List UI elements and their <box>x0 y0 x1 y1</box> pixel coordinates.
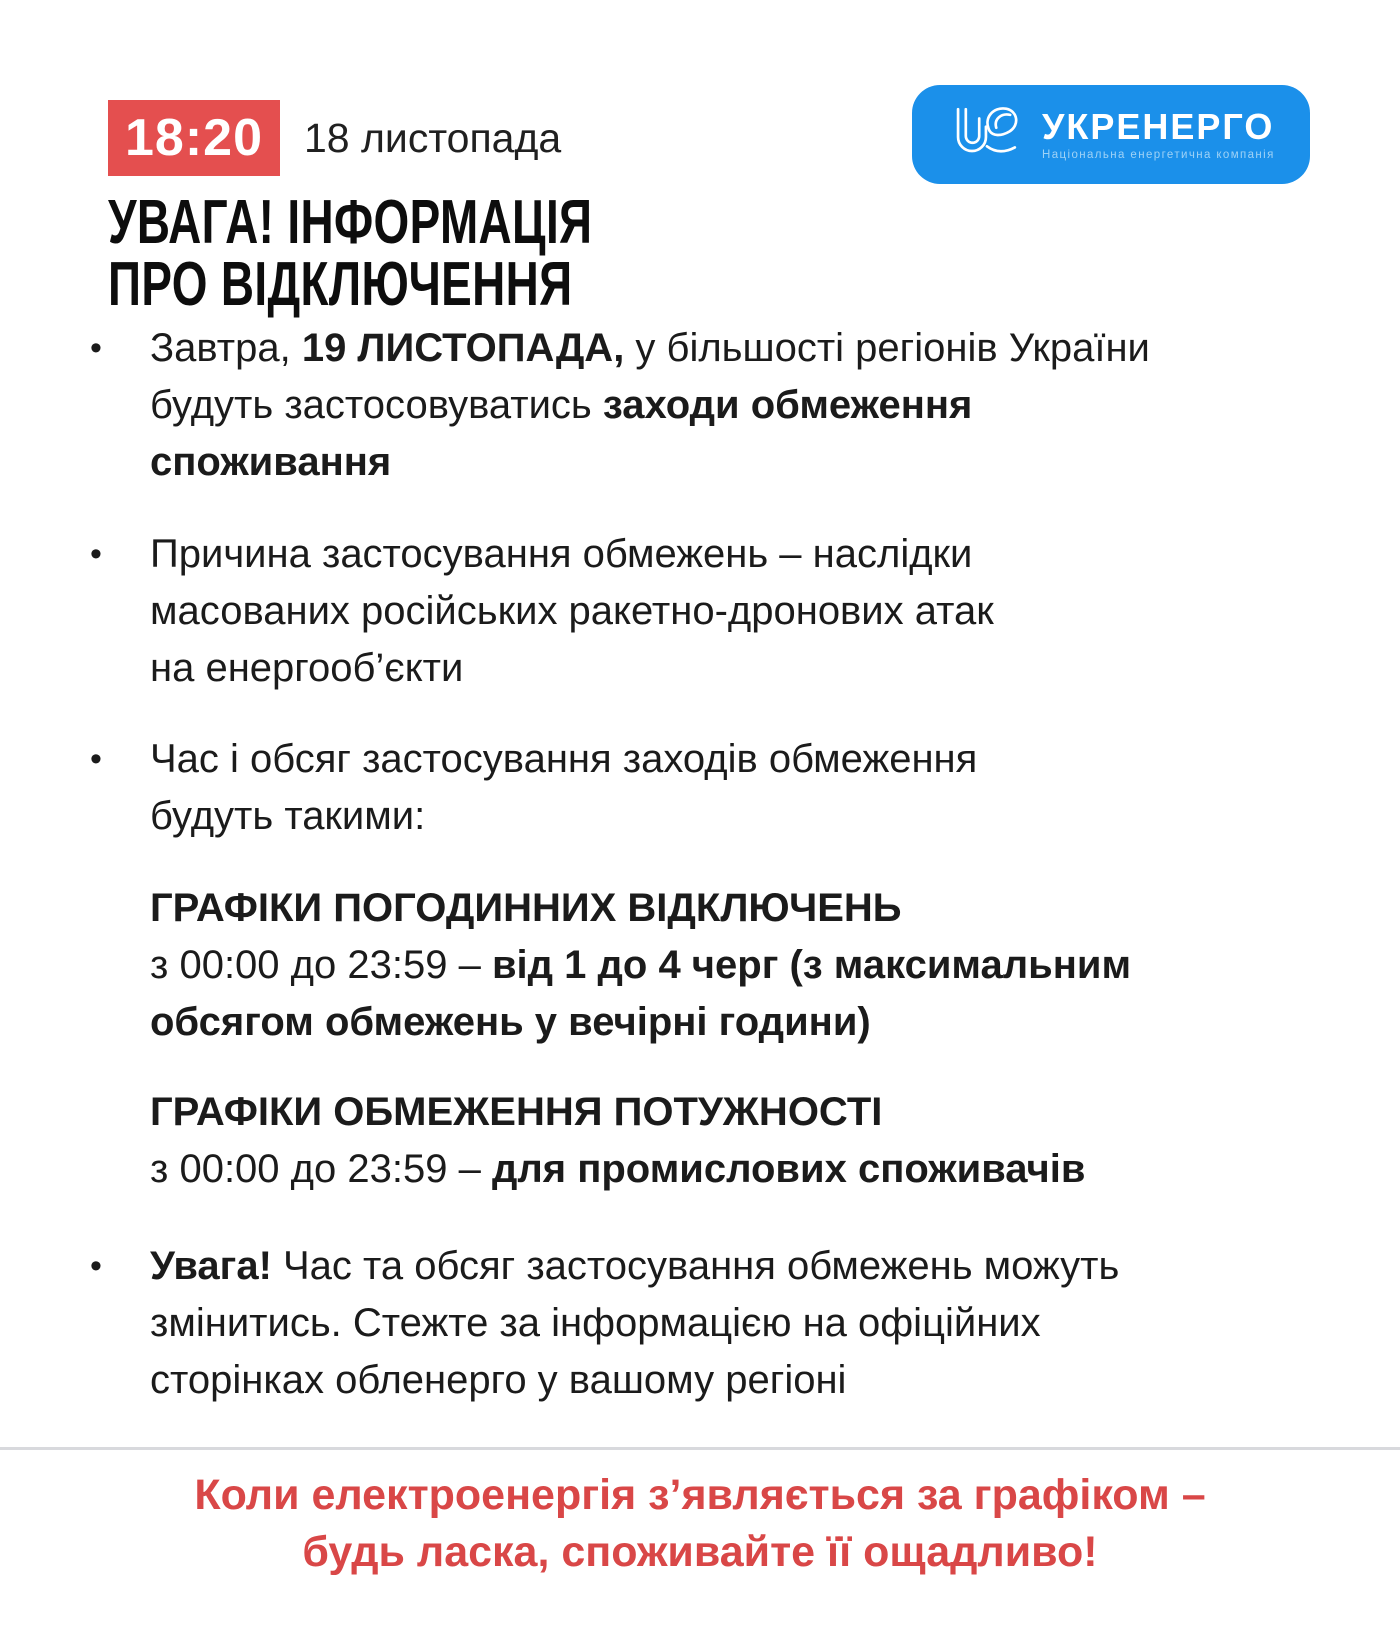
bullet-item-scope <box>90 731 977 845</box>
page-title <box>108 188 593 319</box>
time-date-group <box>108 100 561 176</box>
schedule-text: ГРАФІКИ ОБМЕЖЕННЯ ПОТУЖНОСТІ з 00:00 до 23:59 – для промислових споживачів <box>150 1090 1086 1191</box>
bullet-dot: • <box>90 535 102 573</box>
page-title-line1: УВАГА! ІНФОРМАЦІЯ <box>108 188 593 257</box>
bullet-dot: • <box>90 1247 102 1285</box>
bullet-text: Причина застосування обмежень – наслідки масованих російських ракетно-дронових атак на енергооб’єкти <box>150 532 994 690</box>
bullet-dot: • <box>90 329 102 367</box>
ukrenergo-logo <box>912 85 1310 184</box>
bullet-dot: • <box>90 740 102 778</box>
time-badge <box>108 100 280 176</box>
time-badge-text: 18:20 <box>125 109 263 167</box>
bullet-text: Завтра, 19 ЛИСТОПАДА, у більшості регіонів України будуть застосовуватись заходи обмеження споживання <box>150 326 1150 484</box>
divider-line <box>0 1447 1400 1450</box>
schedule-capacity-limits <box>150 1084 1085 1198</box>
page-title-line2: ПРО ВІДКЛЮЧЕННЯ <box>108 250 573 319</box>
footer-note <box>0 1467 1400 1581</box>
bullet-text: Увага! Час та обсяг застосування обмежень можуть змінитись. Стежте за інформацією на офіційних сторінках обленерго у вашому регіоні <box>150 1244 1120 1402</box>
bullet-item-tomorrow <box>90 320 1150 491</box>
footer-note-line2: будь ласка, споживайте її ощадливо! <box>302 1528 1098 1576</box>
ukrenergo-u-leaf-icon <box>944 103 1032 167</box>
date-text: 18 листопада <box>304 114 562 161</box>
bullet-item-reason <box>90 526 994 697</box>
bullet-text: Час і обсяг застосування заходів обмеження будуть такими: <box>150 737 978 838</box>
logo-name: УКРЕНЕРГО <box>1042 106 1275 147</box>
bullet-item-attention <box>90 1238 1119 1409</box>
schedule-text: ГРАФІКИ ПОГОДИННИХ ВІДКЛЮЧЕНЬ з 00:00 до 23:59 – від 1 до 4 черг (з максимальним обсягом обмежень у вечірні години) <box>150 886 1132 1044</box>
logo-text <box>1042 108 1275 161</box>
schedule-hourly-outages <box>150 880 1131 1051</box>
footer-note-line1: Коли електроенергія з’являється за графіком – <box>194 1471 1206 1519</box>
logo-subtitle: Національна енергетична компанія <box>1042 149 1275 161</box>
